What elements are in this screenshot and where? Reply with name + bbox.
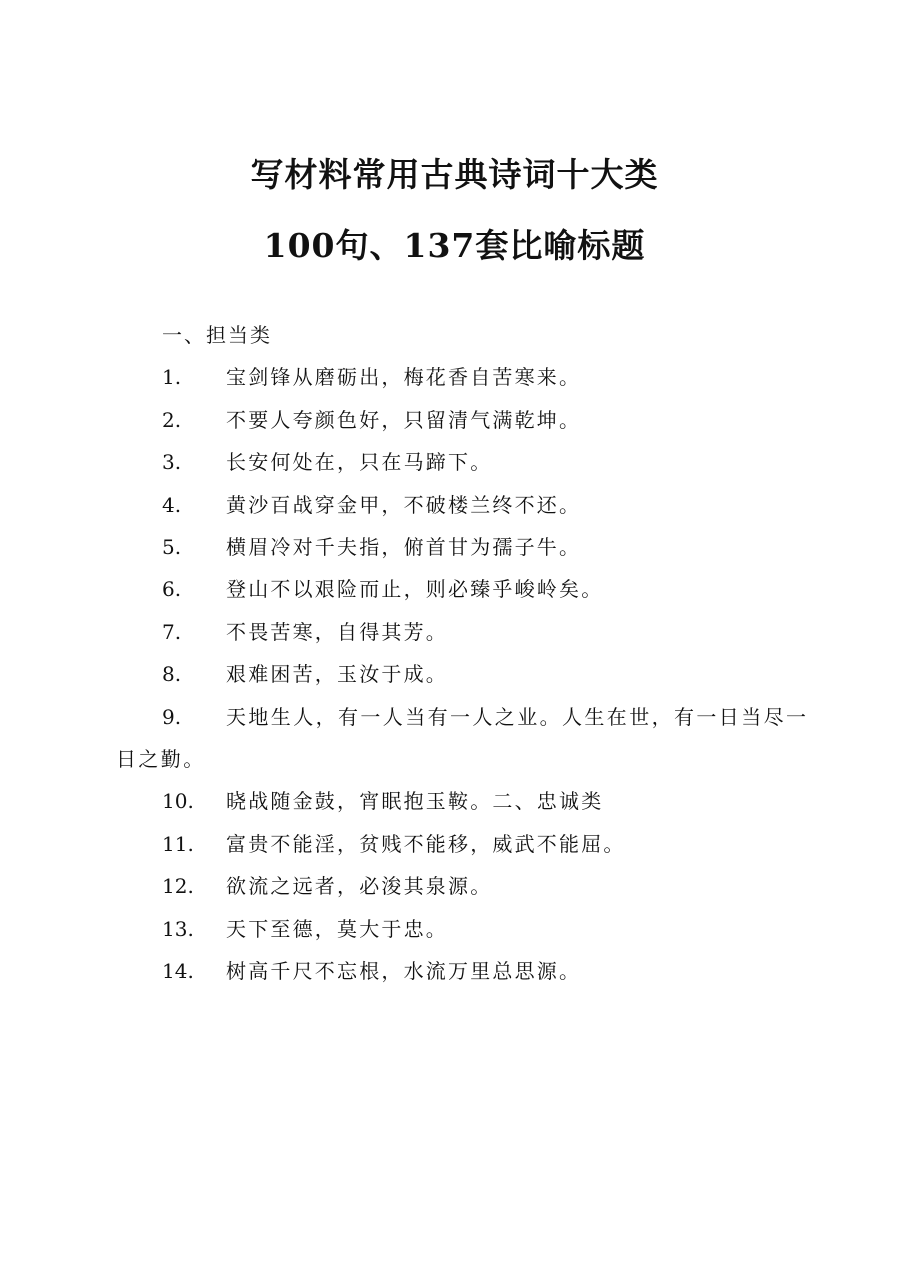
list-item xyxy=(116,696,826,781)
list-item xyxy=(116,653,826,695)
item-text: 登山不以艰险而止，则必臻乎峻岭矣。 xyxy=(226,577,604,602)
document-subtitle: 100句、137套比喻标题 xyxy=(263,226,646,265)
list-item xyxy=(116,568,826,610)
list-item xyxy=(116,611,826,653)
list-item xyxy=(116,950,826,992)
list-item xyxy=(116,484,826,526)
list-item xyxy=(116,823,826,865)
item-number: 3. xyxy=(162,450,182,475)
item-number: 13. xyxy=(162,916,194,941)
item-text: 不畏苦寒，自得其芳。 xyxy=(226,619,448,644)
item-text: 欲流之远者，必浚其泉源。 xyxy=(226,874,493,899)
item-number: 12. xyxy=(162,874,194,899)
item-text: 长安何处在，只在马蹄下。 xyxy=(226,450,493,475)
item-number: 4. xyxy=(162,492,182,517)
item-text: 宝剑锋从磨砺出，梅花香自苦寒来。 xyxy=(226,365,582,390)
item-text: 黄沙百战穿金甲，不破楼兰终不还。 xyxy=(226,492,582,517)
item-number: 5. xyxy=(162,535,182,560)
item-text: 天地生人，有一人当有一人之业。人生在世，有一日当尽一日之勤。 xyxy=(116,704,809,772)
item-text: 艰难困苦，玉汝于成。 xyxy=(226,662,448,687)
item-number: 8. xyxy=(162,662,182,687)
list-item xyxy=(116,780,826,822)
item-text: 横眉冷对千夫指，俯首甘为孺子牛。 xyxy=(226,535,582,560)
item-number: 6. xyxy=(162,577,182,602)
item-text: 树高千尺不忘根，水流万里总思源。 xyxy=(226,959,582,984)
list-item xyxy=(116,441,826,483)
list-item xyxy=(116,908,826,950)
item-number: 11. xyxy=(162,831,194,856)
item-number: 9. xyxy=(162,704,182,729)
item-number: 7. xyxy=(162,619,182,644)
document-title: 写材料常用古典诗词十大类 xyxy=(250,155,659,194)
list-item xyxy=(116,399,826,441)
item-text: 不要人夸颜色好，只留清气满乾坤。 xyxy=(226,407,582,432)
list-item xyxy=(116,356,826,398)
item-number: 14. xyxy=(162,959,194,984)
item-text: 富贵不能淫，贫贱不能移，威武不能屈。 xyxy=(226,831,626,856)
item-number: 1. xyxy=(162,365,182,390)
item-text: 晓战随金鼓，宵眠抱玉鞍。二、忠诚类 xyxy=(226,789,604,814)
list-item xyxy=(116,526,826,568)
item-number: 2. xyxy=(162,407,182,432)
list-item xyxy=(116,865,826,907)
item-number: 10. xyxy=(162,789,194,814)
document-body xyxy=(116,314,826,993)
item-text: 天下至德，莫大于忠。 xyxy=(226,916,448,941)
section-heading: 一、担当类 xyxy=(162,323,272,347)
